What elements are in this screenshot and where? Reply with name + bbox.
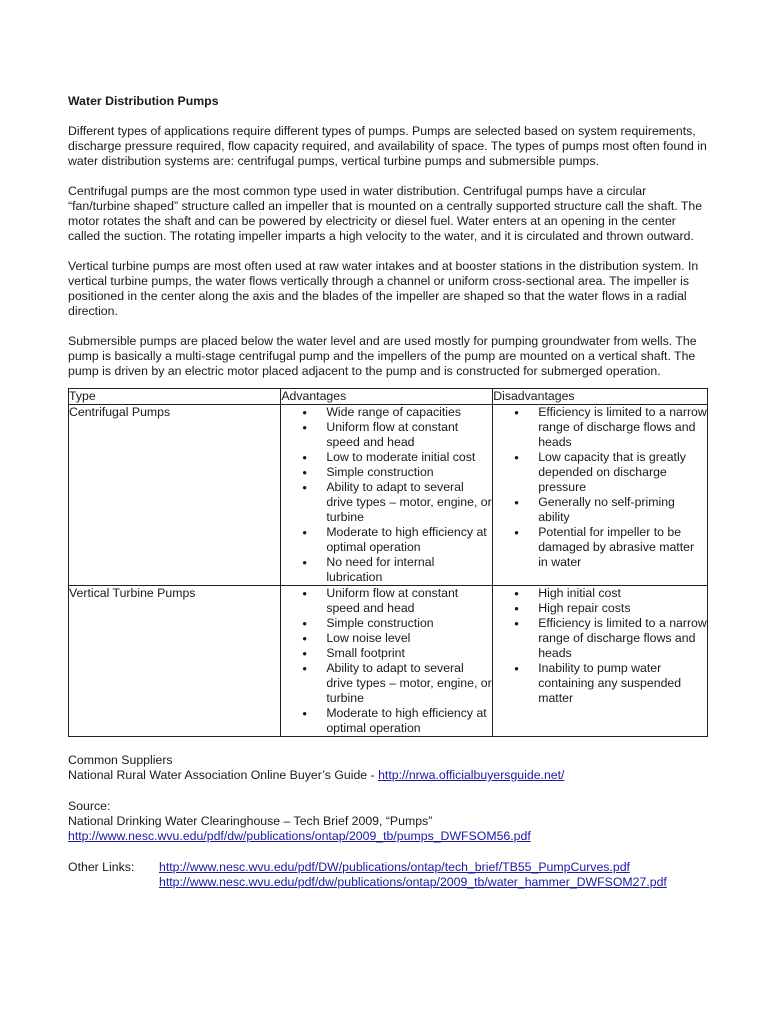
disadvantages-list xyxy=(493,586,707,706)
document-title: Water Distribution Pumps xyxy=(68,94,219,108)
list-item: • No need for internal lubrication xyxy=(302,555,492,585)
list-item: • Low to moderate initial cost xyxy=(302,450,492,465)
other-links-label: Other Links: xyxy=(68,860,135,874)
list-item: • Inability to pump water containing any suspended matter xyxy=(514,661,707,706)
header-disadvantages: Disadvantages xyxy=(493,389,708,405)
list-item: • Simple construction xyxy=(302,616,492,631)
disadvantages-list xyxy=(493,405,707,570)
other-links-list xyxy=(159,860,667,890)
paragraph-submersible: Submersible pumps are placed below the water level and are used mostly for pumping groundwater from wells. The pump is basically a multi-stage centrifugal pump and the impellers of the pump are mounted on a vertical shaft. The pump is driven by an electric motor placed adjacent to the pump and is constructed for submerged operation. xyxy=(68,334,697,378)
suppliers-line xyxy=(68,768,708,783)
list-item: • Efficiency is limited to a narrow range of discharge flows and heads xyxy=(514,405,707,450)
list-item: • Ability to adapt to several drive types – motor, engine, or turbine xyxy=(302,480,492,525)
list-item: • Uniform flow at constant speed and head xyxy=(302,586,492,616)
source-pumps-link[interactable]: http://www.nesc.wvu.edu/pdf/dw/publications/ontap/2009_tb/pumps_DWFSOM56.pdf xyxy=(68,829,531,843)
disadvantages-cell xyxy=(493,586,708,737)
paragraph-vertical-turbine: Vertical turbine pumps are most often used at raw water intakes and at booster stations in the distribution system. In vertical turbine pumps, the water flows vertically through a channel or uniform cross-sectional area. The impeller is positioned in the center along the axis and the blades of the impeller are shaped so that the water flows in a radial direction. xyxy=(68,259,699,318)
pump-curves-link[interactable]: http://www.nesc.wvu.edu/pdf/DW/publications/ontap/tech_brief/TB55_PumpCurves.pdf xyxy=(159,860,630,874)
suppliers-heading: Common Suppliers xyxy=(68,753,173,767)
list-item: • Moderate to high efficiency at optimal operation xyxy=(302,525,492,555)
advantages-cell xyxy=(281,405,493,586)
row-type-cell: Centrifugal Pumps xyxy=(69,405,281,586)
list-item: • Small footprint xyxy=(302,646,492,661)
source-heading: Source: xyxy=(68,799,111,813)
header-advantages: Advantages xyxy=(281,389,493,405)
list-item: • High initial cost xyxy=(514,586,707,601)
advantages-list xyxy=(281,405,492,585)
list-item: • Efficiency is limited to a narrow range of discharge flows and heads xyxy=(514,616,707,661)
suppliers-section xyxy=(68,753,708,783)
table-row xyxy=(69,405,708,586)
list-item: • Moderate to high efficiency at optimal operation xyxy=(302,706,492,736)
paragraph-centrifugal: Centrifugal pumps are the most common type used in water distribution. Centrifugal pumps have a circular “fan/turbine shaped” structure called an impeller that is mounted on a centrally supported structure call the shaft. The motor rotates the shaft and can be powered by electricity or diesel fuel. Water enters at an opening in the center called the suction. The rotating impeller imparts a high velocity to the water, and it is circulated and thrown outward. xyxy=(68,184,703,243)
pump-comparison-table xyxy=(68,388,708,737)
paragraph-intro: Different types of applications require different types of pumps. Pumps are selected based on system requirements, discharge pressure required, flow capacity required, and availability of space. The types of pumps most often found in water distribution systems are: centrifugal pumps, vertical turbine pumps and submersible pumps. xyxy=(68,124,707,168)
water-hammer-link[interactable]: http://www.nesc.wvu.edu/pdf/dw/publications/ontap/2009_tb/water_hammer_DWFSOM27.pdf xyxy=(159,875,667,889)
list-item: • Potential for impeller to be damaged by abrasive matter in water xyxy=(514,525,707,570)
list-item: • Wide range of capacities xyxy=(302,405,492,420)
other-links-section xyxy=(68,860,708,890)
list-item: • Generally no self-priming ability xyxy=(514,495,707,525)
list-item: • High repair costs xyxy=(514,601,707,616)
list-item: • Low capacity that is greatly depended on discharge pressure xyxy=(514,450,707,495)
source-text: National Drinking Water Clearinghouse – Tech Brief 2009, “Pumps” xyxy=(68,814,433,828)
list-item: • Ability to adapt to several drive types – motor, engine, or turbine xyxy=(302,661,492,706)
document-body xyxy=(68,94,708,890)
header-type: Type xyxy=(69,389,281,405)
list-item: • Uniform flow at constant speed and head xyxy=(302,420,492,450)
nrwa-buyers-guide-link[interactable]: http://nrwa.officialbuyersguide.net/ xyxy=(378,768,565,782)
advantages-cell xyxy=(281,586,493,737)
disadvantages-cell xyxy=(493,405,708,586)
list-item: • Low noise level xyxy=(302,631,492,646)
advantages-list xyxy=(281,586,492,736)
suppliers-text: National Rural Water Association Online Buyer’s Guide - xyxy=(68,768,379,782)
list-item: • Simple construction xyxy=(302,465,492,480)
row-type-cell: Vertical Turbine Pumps xyxy=(69,586,281,737)
table-header-row xyxy=(69,389,708,405)
source-section xyxy=(68,799,708,844)
table-row xyxy=(69,586,708,737)
